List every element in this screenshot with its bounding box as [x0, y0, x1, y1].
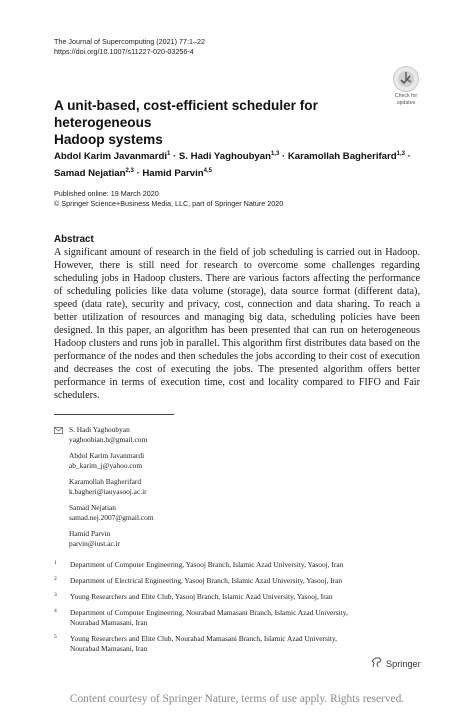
springer-logo: [371, 657, 421, 670]
author-affil-ref: 1,3: [270, 151, 280, 157]
contact-entry: [69, 451, 354, 471]
contact-email[interactable]: yaghoobian.h@gmail.com: [69, 435, 148, 444]
check-for-updates-label-2: updates: [396, 100, 416, 106]
affiliation-list: [54, 560, 424, 660]
affiliation-number: 2: [54, 576, 57, 582]
author-affil-ref: 1: [167, 151, 171, 157]
publication-info: [54, 189, 283, 209]
affiliation-number: 3: [54, 592, 57, 598]
abstract-heading: Abstract: [54, 234, 94, 245]
courtesy-footer: Content courtesy of Springer Nature, terms of use apply. Rights reserved.: [69, 693, 405, 705]
author-separator: ·: [404, 151, 411, 162]
affiliation-item: [54, 634, 424, 654]
title-line-2: Hadoop systems: [54, 132, 163, 147]
author-affil-ref: 4,5: [203, 168, 212, 174]
author-separator: ·: [279, 151, 288, 162]
author-line-1: [54, 147, 434, 164]
affiliation-text: Young Researchers and Elite Club, Yasooj Branch, Islamic Azad University, Yasooj, Iran: [70, 592, 333, 601]
author-list: [54, 147, 434, 181]
author-affil-ref: 1,3: [396, 151, 405, 157]
affiliation-item: [54, 592, 424, 602]
contact-name: S. Hadi Yaghoubyan: [69, 425, 130, 434]
article-title: [54, 97, 414, 148]
affiliation-number: 5: [54, 634, 57, 640]
journal-header: [54, 37, 205, 57]
check-for-updates-label-1: Check for: [394, 93, 418, 99]
affiliation-number: 1: [54, 560, 57, 566]
affiliation-text: Department of Computer Engineering, Nourabad Mamasani Branch, Islamic Azad University,: [70, 608, 348, 617]
author-separator: ·: [133, 168, 143, 179]
affiliation-text-cont: Nourabad Mamasani, Iran: [70, 618, 148, 627]
author-affil-ref: 2,3: [125, 168, 134, 174]
author-separator: ·: [170, 151, 179, 162]
contact-email[interactable]: samad.nej.2007@gmail.com: [69, 513, 154, 522]
author-name: Hamid Parvin: [142, 168, 204, 179]
author-contacts: [54, 425, 354, 555]
affiliation-text: Young Researchers and Elite Club, Nourabad Mamasani Branch, Islamic Azad University,: [70, 634, 338, 643]
affiliation-text: Department of Computer Engineering, Yasooj Branch, Islamic Azad University, Yasooj, Iran: [70, 560, 344, 569]
contact-email[interactable]: k.bagheri@iauyasooj.ac.ir: [69, 487, 147, 496]
envelope-icon: [54, 427, 63, 437]
springer-wordmark: Springer: [386, 658, 421, 669]
affiliation-item: [54, 576, 424, 586]
contact-name: Abdol Karim Javanmardi: [69, 451, 145, 460]
copyright-line: © Springer Science+Business Media, LLC, part of Springer Nature 2020: [54, 199, 284, 208]
author-name: Samad Nejatian: [54, 168, 126, 179]
affiliation-number: 4: [54, 608, 57, 614]
author-name: Abdol Karim Javanmardi: [54, 151, 168, 162]
contact-entry: [69, 529, 354, 549]
contact-email[interactable]: parvin@iust.ac.ir: [69, 539, 121, 548]
author-name: Karamollah Bagherifard: [287, 151, 397, 162]
contact-entry: [69, 477, 354, 497]
contact-name: Samad Nejatian: [69, 503, 116, 512]
author-name: S. Hadi Yaghoubyan: [178, 151, 271, 162]
contact-name: Karamollah Bagherifard: [69, 477, 142, 486]
affiliation-text: Department of Electrical Engineering, Yasooj Branch, Islamic Azad University, Yasooj, Iran: [70, 576, 343, 585]
contact-entry: [69, 425, 354, 445]
journal-citation: The Journal of Supercomputing (2021) 77:1–22: [54, 37, 206, 46]
published-date: Published online: 19 March 2020: [54, 189, 159, 198]
contact-entry: [69, 503, 354, 523]
affiliation-item: [54, 608, 424, 628]
affiliation-text-cont: Nourabad Mamasani, Iran: [70, 644, 148, 653]
contact-name: Hamid Parvin: [69, 529, 111, 538]
springer-horse-icon: [371, 657, 383, 670]
footnote-divider: [54, 414, 174, 415]
author-line-2: [54, 164, 434, 181]
check-for-updates-icon: [393, 66, 419, 92]
abstract-text: A significant amount of research in the field of job scheduling is carried out in Hadoop. However, there is still need for research to overcome some challenges regarding scheduling jobs in Hadoop clusters. There are various factors affecting the performance of scheduling policies like data volume (storage), data source format (different data), speed (data rate), security and privacy, cost, connection and data sharing. To reach a better utilization of resources and managing big data, scheduling policies have been designed. In this paper, an algorithm has been presented that can run on heterogeneous Hadoop clusters and runs job in parallel. This algorithm first distributes data based on the performance of the nodes and then schedules the jobs according to their cost of execution and decreases the cost of executing the jobs. The presented algorithm offers better performance in terms of execution time, cost and locality compared to FIFO and Fair schedulers.: [54, 247, 420, 401]
affiliation-item: [54, 560, 424, 570]
doi-link[interactable]: https://doi.org/10.1007/s11227-020-03256-4: [54, 47, 194, 56]
title-line-1: A unit-based, cost-efficient scheduler for heterogeneous: [54, 98, 318, 130]
contact-email[interactable]: ab_karim_j@yahoo.com: [69, 461, 143, 470]
